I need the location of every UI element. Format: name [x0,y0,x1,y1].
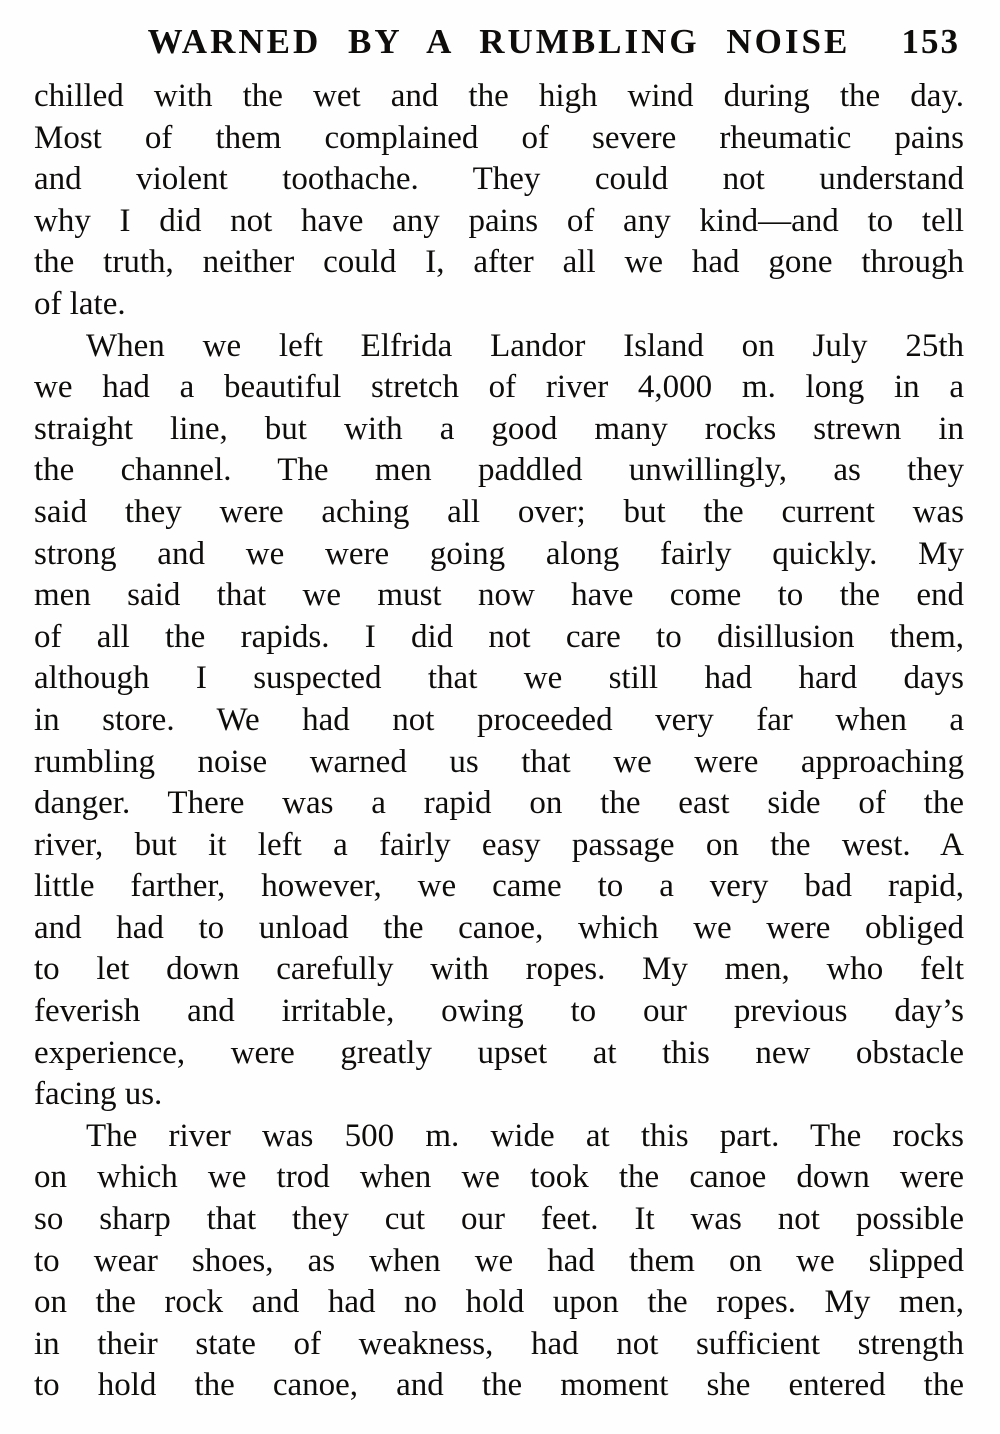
text-line: why I did not have any pains of any kind—and to tell [34,202,964,239]
text-line: chilled with the wet and the high wind during the day. [34,78,964,114]
text-line: of late. [34,285,126,322]
text-line: straight line, but with a good many rocks strewn in [34,410,964,447]
page-number: 153 [901,22,960,61]
text-line: of all the rapids. I did not care to disillusion them, [34,618,964,655]
text-line: so sharp that they cut our feet. It was not possible [34,1201,964,1238]
text-line: on which we trod when we took the canoe down were [34,1159,964,1196]
text-line: in their state of weakness, had not sufficient strength [34,1325,964,1362]
text-line: on the rock and had no hold upon the ropes. My men, [34,1284,964,1321]
text-line: danger. There was a rapid on the east side of the [34,785,964,822]
text-line: we had a beautiful stretch of river 4,000 m. long in a [34,369,964,406]
text-line: the truth, neither could I, after all we had gone through [34,244,964,281]
text-line: experience, were greatly upset at this new obstacle [34,1034,964,1071]
text-line: Most of them complained of severe rheumatic pains [34,119,964,156]
text-line: to hold the canoe, and the moment she entered the [34,1367,964,1404]
text-line: to let down carefully with ropes. My men, who felt [34,951,964,988]
text-line: river, but it left a fairly easy passage on the west. A [34,826,964,863]
page-body [34,76,964,1407]
text-line: strong and we were going along fairly quickly. My [34,535,964,572]
text-line: little farther, however, we came to a very bad rapid, [34,868,964,905]
text-line: and violent toothache. They could not understand [34,161,964,198]
running-header [34,20,964,64]
paragraph [34,326,964,1116]
text-line: said they were aching all over; but the current was [34,493,964,530]
page-title: WARNED BY A RUMBLING NOISE [147,22,851,61]
text-line: although I suspected that we still had hard days [34,660,964,697]
text-line: rumbling noise warned us that we were approaching [34,743,964,780]
text-line: When we left Elfrida Landor Island on July 25th [86,327,964,364]
text-line: feverish and irritable, owing to our previous day’s [34,993,964,1030]
text-line: The river was 500 m. wide at this part. The rocks [86,1117,964,1154]
text-line: facing us. [34,1076,163,1113]
text-line: the channel. The men paddled unwillingly, as they [34,452,964,489]
text-line: men said that we must now have come to the end [34,577,964,614]
paragraph [34,76,964,326]
paragraph [34,1116,964,1407]
text-line: and had to unload the canoe, which we were obliged [34,909,964,946]
text-line: in store. We had not proceeded very far when a [34,701,964,738]
text-line: to wear shoes, as when we had them on we slipped [34,1242,964,1279]
